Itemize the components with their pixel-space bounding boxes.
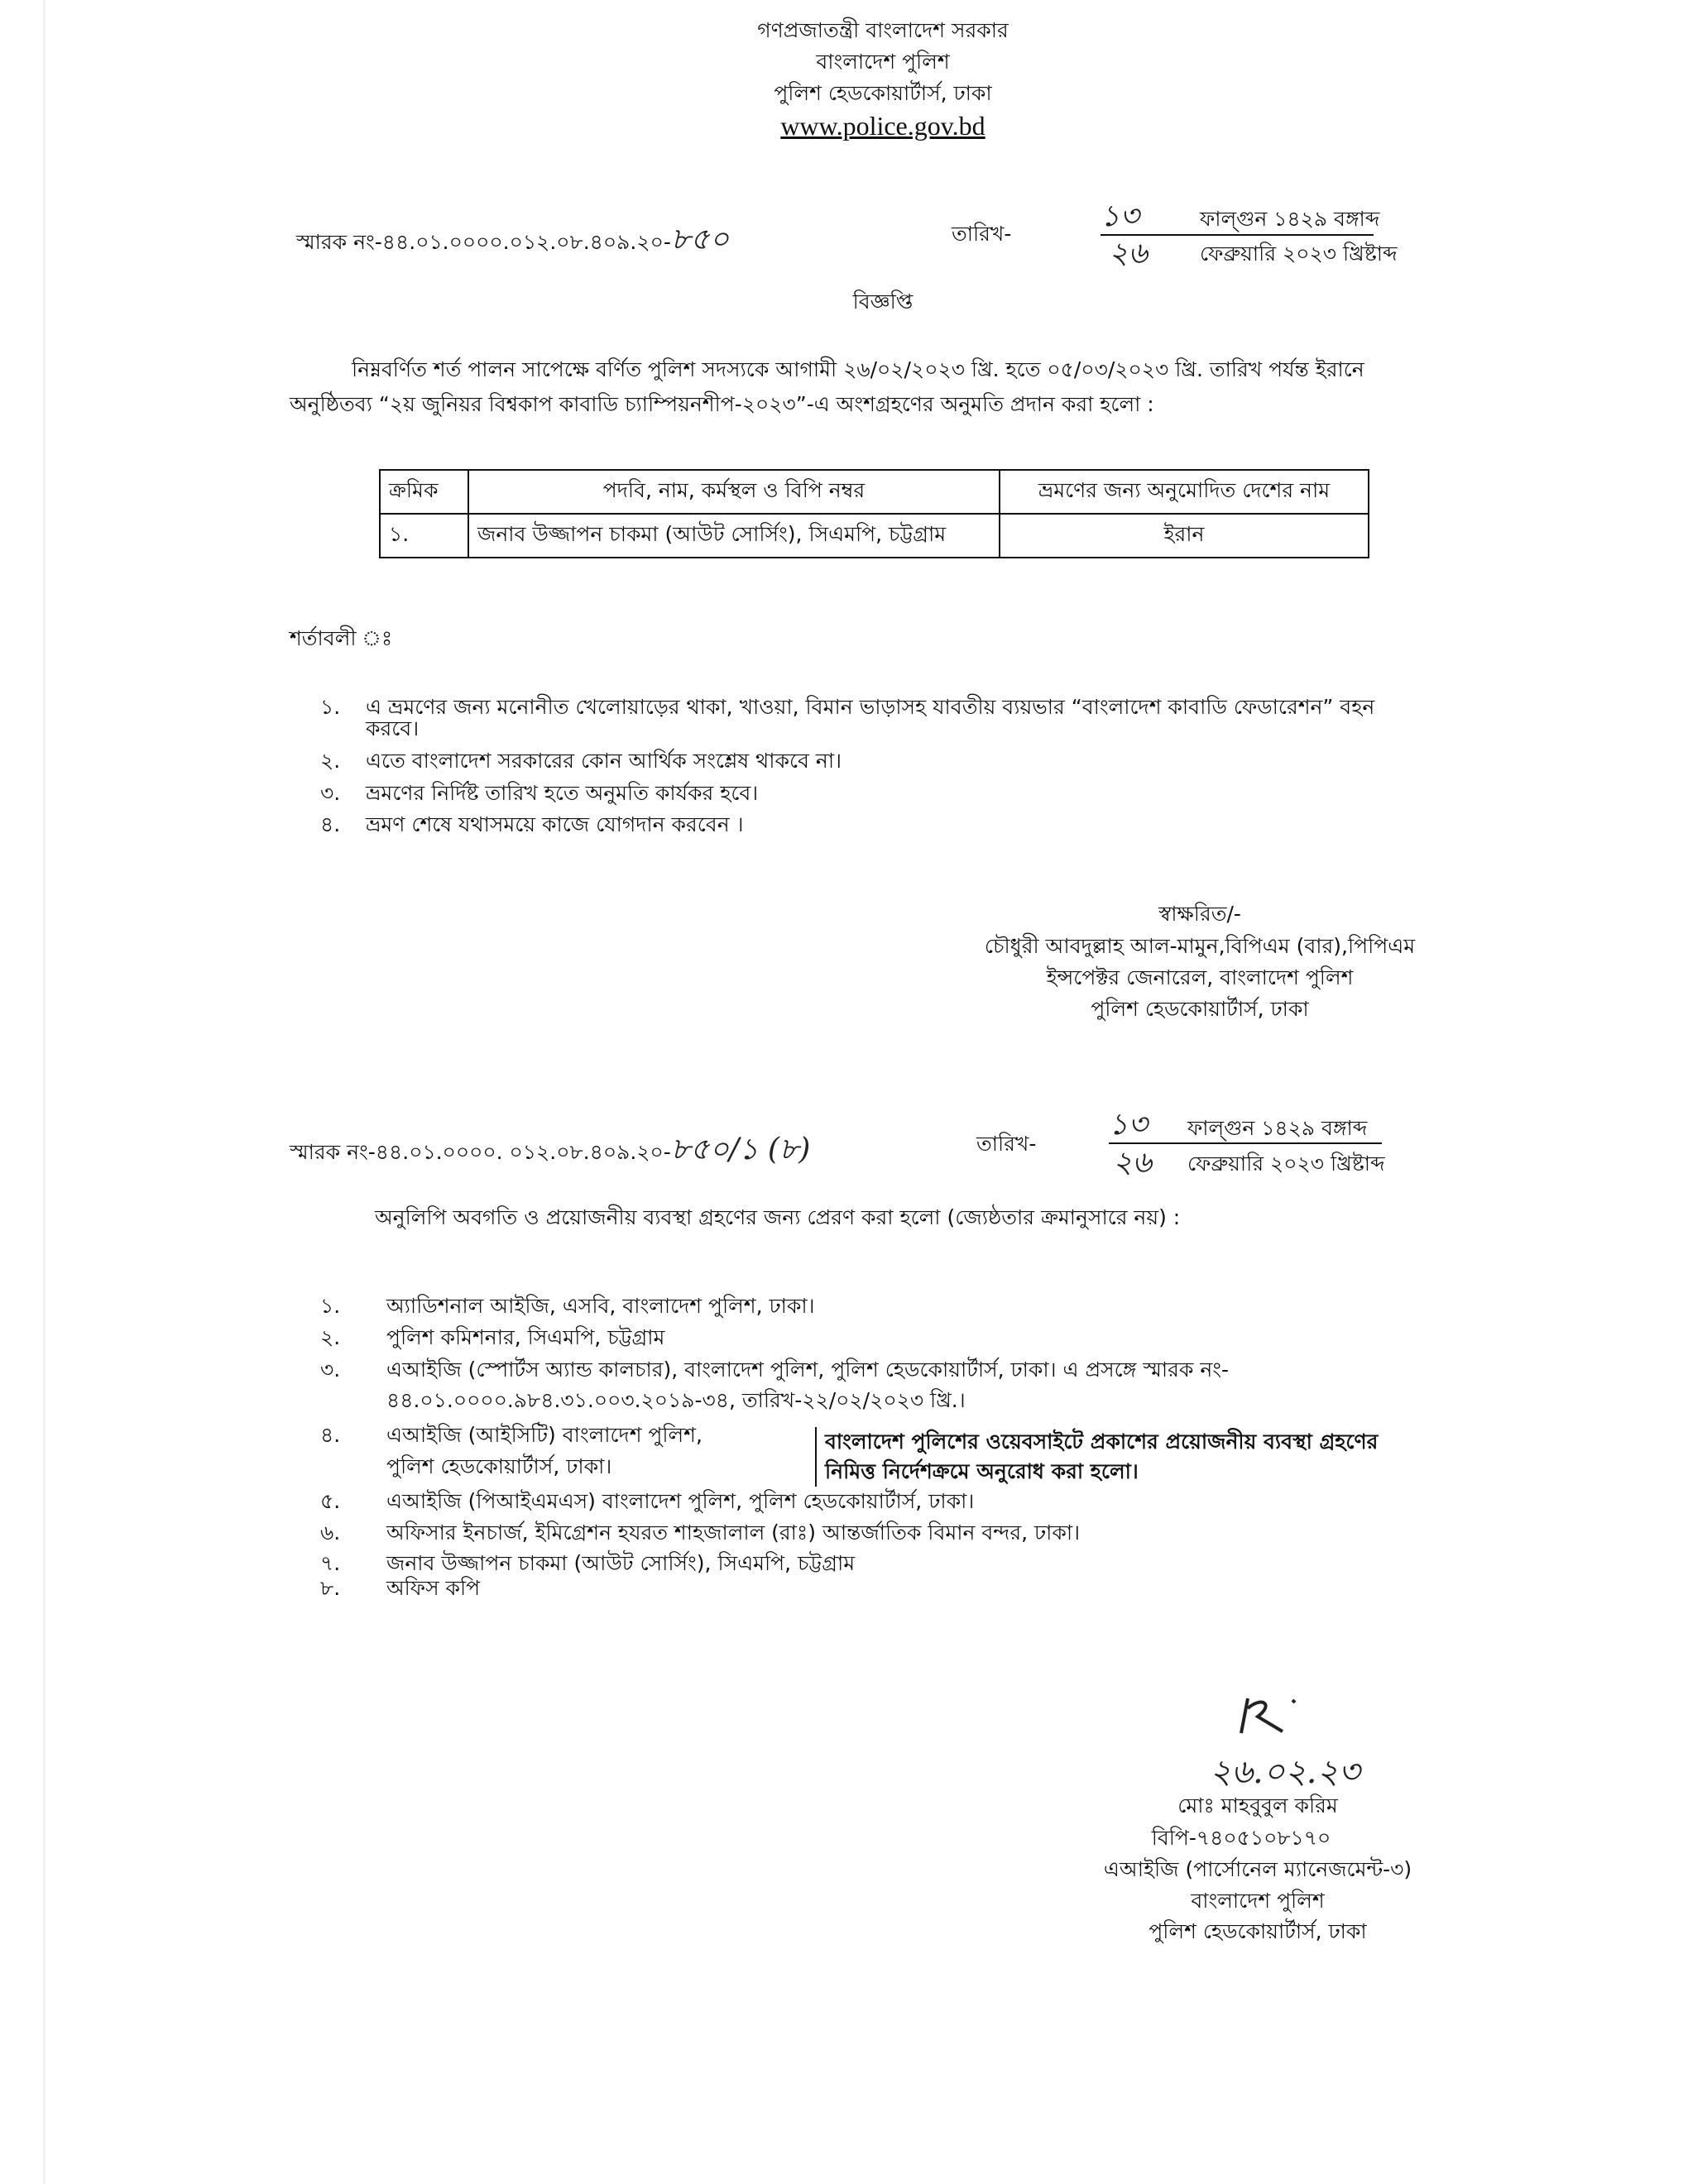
header-police: বাংলাদেশ পুলিশ xyxy=(816,50,950,74)
copy-recipient: এআইজি (আইসিটি) বাংলাদেশ পুলিশ, xyxy=(386,1423,703,1447)
condition-num: ৩. xyxy=(320,781,341,805)
handwritten-greg-day: ২৬ xyxy=(1113,1146,1152,1180)
handwritten-bangla-day: ১৩ xyxy=(1101,199,1374,236)
col-header-serial: ক্রমিক xyxy=(380,470,468,514)
copy-intro: অনুলিপি অবগতি ও প্রয়োজনীয় ব্যবস্থা গ্রহণের জন্য প্রেরণ করা হলো (জ্যেষ্ঠতার ক্রমানুসারে নয়) : xyxy=(375,1205,1181,1229)
handwritten-signature xyxy=(1233,1692,1307,1741)
signatory-office: পুলিশ হেডকোয়ার্টার্স, ঢাকা xyxy=(1091,997,1309,1021)
copy-recipient: অ্যাডিশনাল আইজি, এসবি, বাংলাদেশ পুলিশ, ঢাকা। xyxy=(386,1294,815,1318)
memo-number-text: স্মারক নং-৪৪.০১.০০০০. ০১২.০৮.৪০৯.২০- xyxy=(290,1140,671,1164)
copy-recipient-cont: ৪৪.০১.০০০০.৯৮৪.৩১.০০৩.২০১৯-৩৪, তারিখ-২২/০২/২০২৩ খ্রি.। xyxy=(386,1388,966,1412)
copy-recipient: এআইজি (পিআইএমএস) বাংলাদেশ পুলিশ, পুলিশ হেডকোয়ার্টার্স, ঢাকা। xyxy=(386,1489,975,1513)
memo-number-text: স্মারক নং-৪৪.০১.০০০০.০১২.০৮.৪০৯.২০- xyxy=(296,230,671,254)
copy-recipient: অফিস কপি xyxy=(386,1576,481,1600)
copy-note: বাংলাদেশ পুলিশের ওয়েবসাইটে প্রকাশের প্রয়োজনীয় ব্যবস্থা গ্রহণের xyxy=(825,1430,1379,1454)
header-office: পুলিশ হেডকোয়ার্টার্স, ঢাকা xyxy=(774,81,992,105)
memo-number-2 xyxy=(290,1132,810,1167)
note-divider xyxy=(815,1427,817,1487)
condition-num: ৪. xyxy=(320,812,341,836)
body-line-2: অনুষ্ঠিতব্য “২য় জুনিয়র বিশ্বকাপ কাবাডি চ্যাম্পিয়নশীপ-২০২৩”-এ অংশগ্রহণের অনুমতি প্রদান করা হলো : xyxy=(290,392,1154,416)
permission-table xyxy=(379,469,1369,558)
conditions-heading: শর্তাবলী ঃ xyxy=(290,626,393,650)
handwritten-memo-number: ৮৫০ xyxy=(670,223,730,256)
handwritten-greg-day: ২৬ xyxy=(1109,237,1148,271)
officer-designation: এআইজি (পার্সোনেল ম্যানেজমেন্ট-৩) xyxy=(1103,1857,1412,1881)
copy-num: ৬. xyxy=(320,1521,341,1545)
condition-text: ভ্রমণের নির্দিষ্ট তারিখ হতে অনুমতি কার্যকর হবে। xyxy=(366,781,759,805)
handwritten-bangla-day: ১৩ xyxy=(1109,1107,1382,1144)
officer-org: বাংলাদেশ পুলিশ xyxy=(1191,1889,1325,1913)
condition-text: এ ভ্রমণের জন্য মনোনীত খেলোয়াড়ের থাকা, খাওয়া, বিমান ভাড়াসহ যাবতীয় ব্যয়ভার “বাংলাদেশ কাবাডি ফেডারেশন” বহন xyxy=(366,695,1375,719)
copy-recipient: পুলিশ কমিশনার, সিএমপি, চট্টগ্রাম xyxy=(386,1325,665,1349)
officer-office: পুলিশ হেডকোয়ার্টার্স, ঢাকা xyxy=(1149,1919,1367,1943)
table-header-row xyxy=(380,470,1369,514)
date-label: তারিখ- xyxy=(976,1132,1037,1156)
condition-text: ভ্রমণ শেষে যথাসময়ে কাজে যোগদান করবেন । xyxy=(366,812,744,836)
handwritten-memo-number: ৮৫০/১ (৮) xyxy=(670,1133,811,1166)
date-gregorian: ফেব্রুয়ারি ২০২৩ খ্রিষ্টাব্দ xyxy=(1187,1152,1385,1176)
memo-number xyxy=(296,222,729,257)
cell-serial: ১. xyxy=(380,514,468,558)
copy-num: ২. xyxy=(320,1325,341,1349)
copy-recipient-cont: পুলিশ হেডকোয়ার্টার্স, ঢাকা। xyxy=(386,1454,612,1478)
officer-name: মোঃ মাহবুবুল করিম xyxy=(1177,1794,1338,1818)
cell-country: ইরান xyxy=(1000,514,1369,558)
copy-num: ১. xyxy=(320,1294,341,1318)
date-bangla: ফাল্গুন ১৪২৯ বঙ্গাব্দ xyxy=(1187,1116,1368,1140)
copy-num: ৭. xyxy=(320,1551,341,1575)
condition-num: ১. xyxy=(320,695,341,719)
body-line-1: নিম্নবর্ণিত শর্ত পালন সাপেক্ষে বর্ণিত পুলিশ সদস্যকে আগামী ২৬/০২/২০২৩ খ্রি. হতে ০৫/০৩/২০২৩ খ্রি. তারিখ পর্যন্ত ইরানে xyxy=(352,357,1364,381)
signatory-designation: ইন্সপেক্টর জেনারেল, বাংলাদেশ পুলিশ xyxy=(1046,965,1354,989)
handwritten-date: ২৬.০২.২৩ xyxy=(1210,1753,1360,1791)
condition-num: ২. xyxy=(320,749,341,773)
copy-num: ৮. xyxy=(320,1576,341,1600)
col-header-details: পদবি, নাম, কর্মস্থল ও বিপি নম্বর xyxy=(468,470,1000,514)
condition-text-cont: করবে। xyxy=(366,716,420,740)
copy-recipient: এআইজি (স্পোর্টস অ্যান্ড কালচার), বাংলাদেশ পুলিশ, পুলিশ হেডকোয়ার্টার্স, ঢাকা। এ প্রসঙ্গে স্মারক নং- xyxy=(386,1358,1230,1382)
signed-label: স্বাক্ষরিত/- xyxy=(1158,902,1241,926)
copy-num: ৩. xyxy=(320,1358,341,1382)
website-link[interactable]: www.police.gov.bd xyxy=(780,111,985,141)
copy-note-cont: নিমিত্ত নির্দেশক্রমে অনুরোধ করা হলো। xyxy=(825,1459,1139,1483)
date-bangla: ফাল্গুন ১৪২৯ বঙ্গাব্দ xyxy=(1200,207,1380,231)
table-row xyxy=(380,514,1369,558)
cell-details: জনাব উজ্জাপন চাকমা (আউট সোর্সিং), সিএমপি, চট্টগ্রাম xyxy=(468,514,1000,558)
notice-title: বিজ্ঞপ্তি xyxy=(852,290,914,314)
date-label: তারিখ- xyxy=(952,222,1012,246)
copy-num: ৫. xyxy=(320,1489,341,1513)
date-gregorian: ফেব্রুয়ারি ২০২৩ খ্রিষ্টাব্দ xyxy=(1200,242,1398,266)
signatory-name: চৌধুরী আবদুল্লাহ আল-মামুন,বিপিএম (বার),পিপিএম xyxy=(984,934,1416,958)
copy-num: ৪. xyxy=(320,1423,341,1447)
header-government: গণপ্রজাতন্ত্রী বাংলাদেশ সরকার xyxy=(757,18,1009,42)
officer-bp-number: বিপি-৭৪০৫১০৮১৭০ xyxy=(1151,1826,1331,1850)
scan-edge xyxy=(43,0,46,2184)
condition-text: এতে বাংলাদেশ সরকারের কোন আর্থিক সংশ্লেষ থাকবে না। xyxy=(366,749,842,773)
copy-recipient: অফিসার ইনচার্জ, ইমিগ্রেশন হযরত শাহজালাল (রাঃ) আন্তর্জাতিক বিমান বন্দর, ঢাকা। xyxy=(386,1521,1081,1545)
col-header-country: ভ্রমণের জন্য অনুমোদিত দেশের নাম xyxy=(1000,470,1369,514)
copy-recipient: জনাব উজ্জাপন চাকমা (আউট সোর্সিং), সিএমপি, চট্টগ্রাম xyxy=(386,1551,856,1575)
